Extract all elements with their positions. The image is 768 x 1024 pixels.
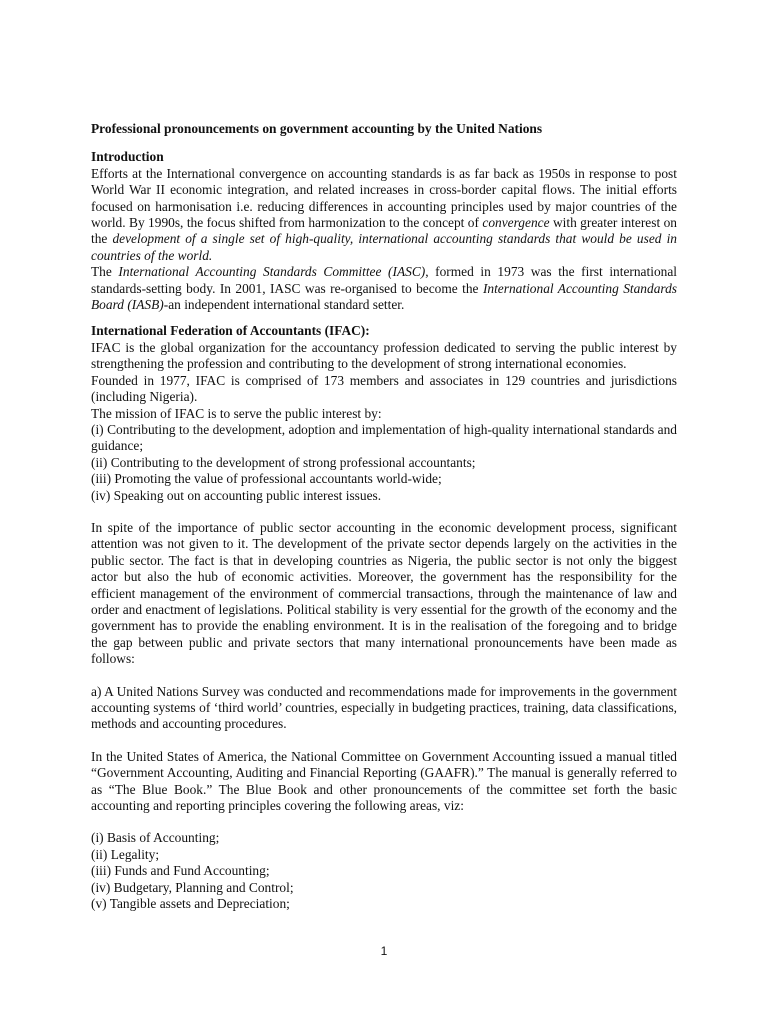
introduction-paragraph-1 bbox=[91, 166, 677, 264]
italic-run: International Accounting Standards Board (IASB) bbox=[91, 280, 678, 313]
document-title: Professional pronouncements on government accounting by the United Nations bbox=[91, 121, 543, 136]
ifac-heading: International Federation of Accountants (IFAC): bbox=[91, 323, 370, 339]
areas-list bbox=[91, 830, 677, 912]
italic-run: International Accounting Standards Committee (IASC) bbox=[118, 264, 426, 280]
un-survey-paragraph: a) A United Nations Survey was conducted and recommendations made for improvements in the government accounting systems of ‘third world’ countries, especially in budgeting practices, training, data classifications, methods and accounting procedures. bbox=[91, 683, 677, 732]
list-item: (i) Contributing to the development, adoption and implementation of high-quality international standards and guidance; bbox=[91, 421, 677, 454]
public-sector-paragraph: In spite of the importance of public sector accounting in the economic development process, significant attention was not given to it. The development of the private sector depends largely on the activities in the public sector. The fact is that in developing countries as Nigeria, the public sector is not only the biggest actor but also the hub of economic activities. Moreover, the government has the responsibility for the efficient management of the environment of commercial transactions, through the maintenance of law and order and enactment of legislations. Political stability is very essential for the growth of the economy and the government has to provide the enabling environment. It is in the realisation of the foregoing and to bridge the gap between public and private sectors that many international pronouncements have been made as follows: bbox=[91, 519, 677, 667]
list-item: (v) Tangible assets and Depreciation; bbox=[91, 896, 290, 912]
list-item: (iii) Promoting the value of professional accountants world-wide; bbox=[91, 471, 442, 487]
text-run: The bbox=[91, 264, 119, 280]
list-item: (iv) Budgetary, Planning and Control; bbox=[91, 879, 294, 895]
text-run: Efforts at the International convergence on accounting standards is as far back as 1950s in response to post World War II economic integration, and related increases in cross-border capital flows. The initial efforts focused on harmonisation i.e. reducing differences in accounting principles used by major countries of the world. By 1990s, the focus shifted from harmonization to the concept of bbox=[91, 165, 677, 231]
list-item: (iv) Speaking out on accounting public interest issues. bbox=[91, 487, 382, 503]
text-run: , formed in 1973 was the first international standards-setting body. In 2001, IASC was re-organised to become the bbox=[91, 264, 677, 296]
usa-paragraph: In the United States of America, the National Committee on Government Accounting issued a manual titled “Government Accounting, Auditing and Financial Reporting (GAAFR).” The manual is generally referred to as “The Blue Book.” The Blue Book and other pronouncements of the committee set forth the basic accounting and reporting principles covering the following areas, viz: bbox=[91, 748, 677, 814]
ifac-mission: The mission of IFAC is to serve the public interest by: bbox=[91, 405, 382, 421]
document-page bbox=[91, 121, 677, 912]
ifac-paragraph-2: Founded in 1977, IFAC is comprised of 173 members and associates in 129 countries and jurisdictions (including Nigeria). bbox=[91, 372, 677, 405]
italic-run: convergence bbox=[482, 215, 550, 231]
text-run: -an independent international standard setter. bbox=[163, 297, 405, 313]
list-item: (ii) Contributing to the development of strong professional accountants; bbox=[91, 454, 476, 470]
introduction-heading: Introduction bbox=[91, 149, 164, 165]
list-item: (i) Basis of Accounting; bbox=[91, 830, 220, 846]
page-number: 1 bbox=[380, 944, 388, 958]
italic-run: development of a single set of high-quality, international accounting standards that would be used in countries of the world. bbox=[91, 231, 677, 263]
ifac-paragraph-1: IFAC is the global organization for the accountancy profession dedicated to serving the public interest by strengthening the profession and contributing to the development of strong international economies. bbox=[91, 339, 677, 372]
list-item: (ii) Legality; bbox=[91, 846, 160, 862]
introduction-paragraph-2 bbox=[91, 264, 677, 313]
text-run: with greater interest on the bbox=[91, 215, 677, 247]
list-item: (iii) Funds and Fund Accounting; bbox=[91, 863, 270, 879]
